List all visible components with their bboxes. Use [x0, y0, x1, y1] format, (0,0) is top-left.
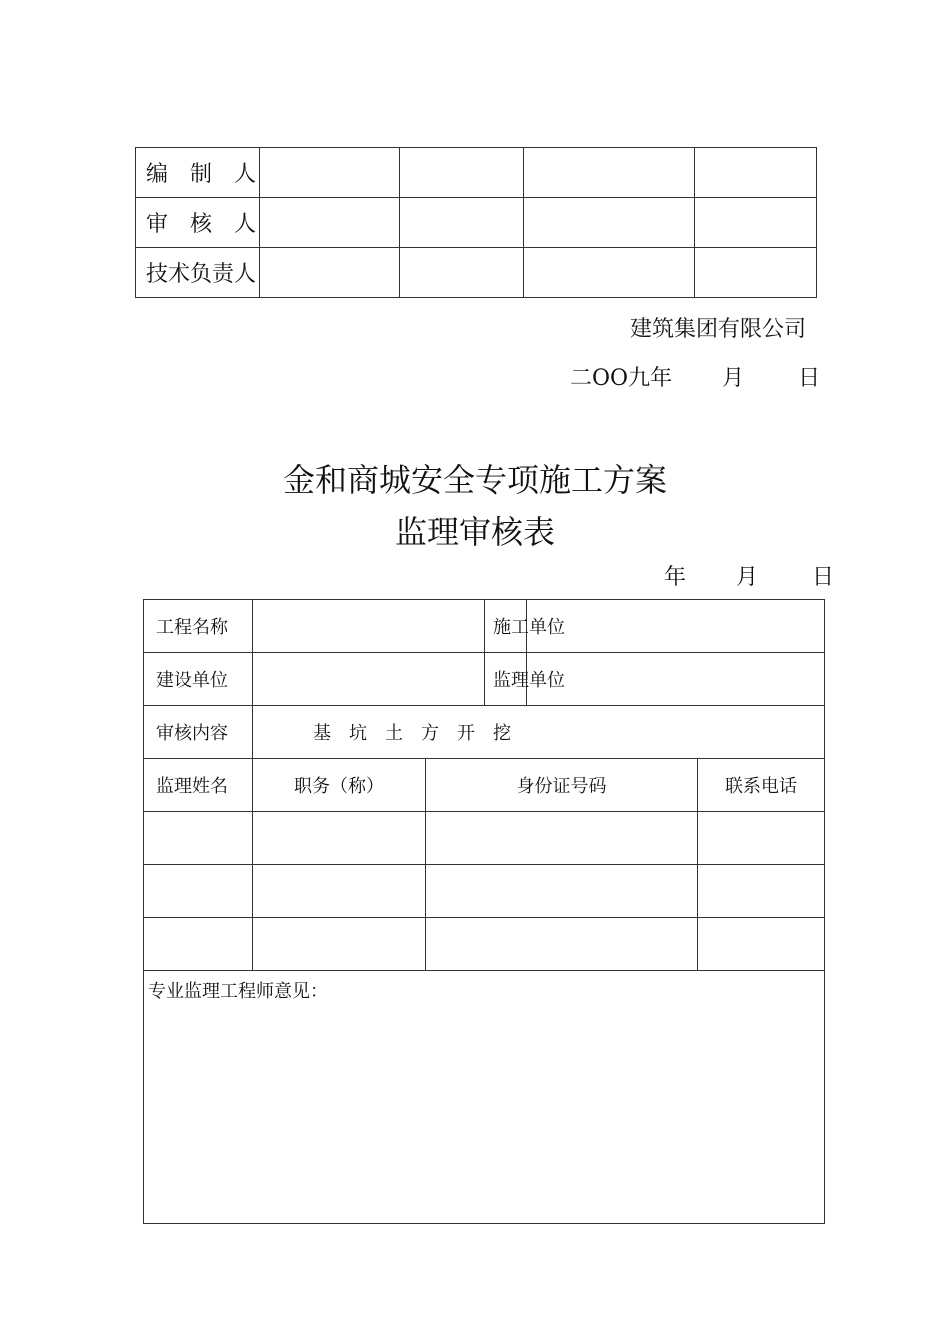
company-name: 建筑集团有限公司: [629, 317, 806, 342]
column-header: 联系电话: [698, 759, 825, 812]
table-cell[interactable]: [698, 865, 825, 918]
owner-unit-label: 建设单位: [144, 653, 253, 706]
table-row: [136, 248, 817, 298]
table-header-row: [144, 759, 825, 812]
table-row: [144, 653, 825, 706]
date-line-top: [570, 361, 820, 392]
table-cell[interactable]: [144, 918, 253, 971]
signature-cell[interactable]: [400, 198, 524, 248]
opinion-label: 专业监理工程师意见：: [148, 981, 328, 1002]
owner-unit-field[interactable]: [253, 653, 485, 706]
reviewer-label: 审 核 人: [136, 198, 260, 248]
table-row: [144, 600, 825, 653]
document-subtitle: 监理审核表: [394, 513, 555, 551]
signature-cell[interactable]: [695, 198, 817, 248]
date-day: 日: [798, 366, 821, 391]
review-content-label: 审核内容: [144, 706, 253, 759]
table-cell[interactable]: [426, 918, 698, 971]
project-name-field[interactable]: [253, 600, 485, 653]
signature-cell[interactable]: [260, 148, 400, 198]
date-month: 月: [736, 565, 759, 590]
signature-cell[interactable]: [695, 248, 817, 298]
document-title: 金和商城安全专项施工方案: [282, 461, 667, 499]
table-cell[interactable]: [253, 865, 426, 918]
date-month: 月: [722, 366, 745, 391]
table-row: [136, 198, 817, 248]
table-cell[interactable]: [698, 812, 825, 865]
signature-cell[interactable]: [695, 148, 817, 198]
table-cell[interactable]: [253, 918, 426, 971]
date-line-form: [664, 560, 834, 591]
table-cell[interactable]: [426, 812, 698, 865]
table-cell[interactable]: [698, 918, 825, 971]
table-cell[interactable]: [426, 865, 698, 918]
review-content-field[interactable]: 基 坑 土 方 开 挖: [253, 706, 825, 759]
supervision-unit-label: 监理单位: [485, 653, 527, 706]
table-row: [144, 918, 825, 971]
technical-lead-label: 技术负责人: [136, 248, 260, 298]
column-header: 职务（称）: [253, 759, 426, 812]
table-row: [136, 148, 817, 198]
signature-cell[interactable]: [524, 148, 695, 198]
signature-table: [135, 147, 817, 298]
date-day: 日: [812, 565, 835, 590]
table-cell[interactable]: [144, 865, 253, 918]
column-header: 监理姓名: [144, 759, 253, 812]
table-row: [144, 865, 825, 918]
compiler-label: 编 制 人: [136, 148, 260, 198]
signature-cell[interactable]: [524, 248, 695, 298]
table-cell[interactable]: [144, 812, 253, 865]
table-row: [144, 706, 825, 759]
date-year: 二OO九年: [570, 366, 673, 391]
construction-unit-field[interactable]: [527, 600, 825, 653]
date-year: 年: [664, 565, 687, 590]
opinion-field[interactable]: [144, 971, 825, 1224]
review-table: [143, 599, 825, 1224]
signature-cell[interactable]: [260, 198, 400, 248]
table-cell[interactable]: [253, 812, 426, 865]
signature-cell[interactable]: [400, 148, 524, 198]
project-name-label: 工程名称: [144, 600, 253, 653]
supervision-unit-field[interactable]: [527, 653, 825, 706]
signature-cell[interactable]: [524, 198, 695, 248]
column-header: 身份证号码: [426, 759, 698, 812]
table-row: [144, 812, 825, 865]
signature-cell[interactable]: [260, 248, 400, 298]
signature-cell[interactable]: [400, 248, 524, 298]
table-row: [144, 971, 825, 1224]
construction-unit-label: 施工单位: [485, 600, 527, 653]
